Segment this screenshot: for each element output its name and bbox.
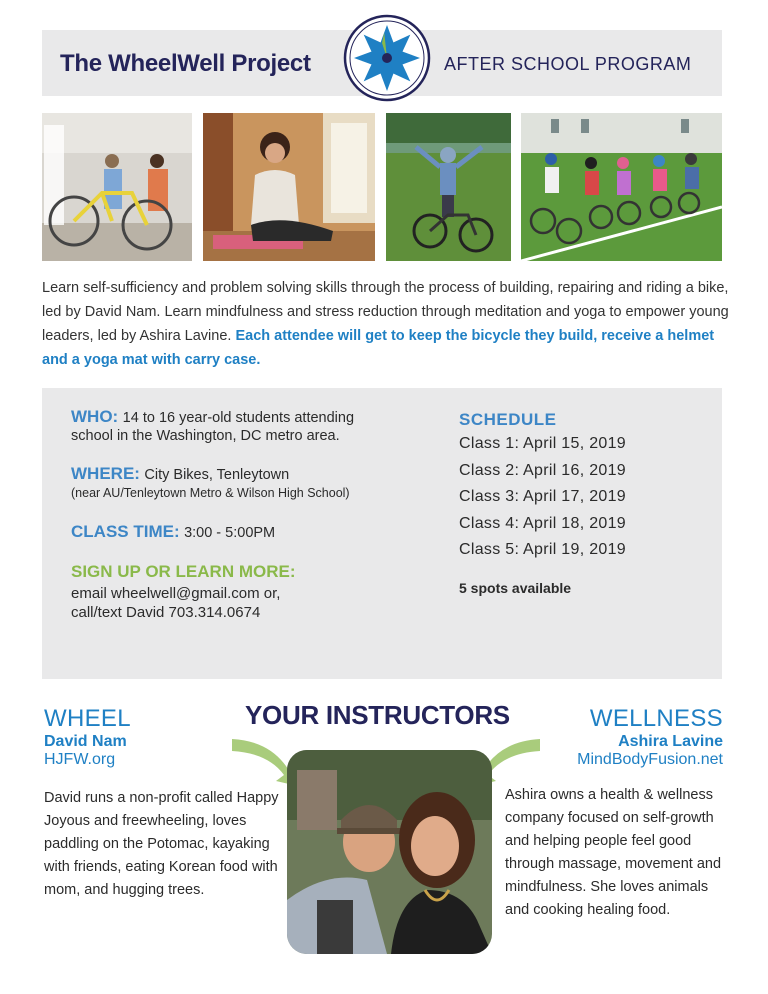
wheel-instructor-link[interactable]: HJFW.org xyxy=(44,751,116,768)
quilt-star-logo-icon xyxy=(343,14,431,102)
signup-label: SIGN UP OR LEARN MORE: xyxy=(71,562,296,581)
who-block xyxy=(71,407,354,445)
photo-yoga xyxy=(203,113,375,261)
schedule-block xyxy=(459,410,626,596)
signup-block xyxy=(71,562,295,621)
photo-bike-building xyxy=(42,113,192,261)
intro-paragraph xyxy=(42,276,732,372)
photo-kids-riding xyxy=(521,113,722,261)
schedule-title: SCHEDULE xyxy=(459,410,557,429)
class-time-block xyxy=(71,522,275,542)
wellness-instructor-name: Ashira Lavine xyxy=(618,733,723,750)
instructors-photo xyxy=(287,750,492,954)
photo-kid-on-bike xyxy=(386,113,511,261)
who-text-line2: school in the Washington, DC metro area. xyxy=(71,428,340,444)
wheel-instructor-name: David Nam xyxy=(44,733,127,750)
where-text: City Bikes, Tenleytown xyxy=(144,467,290,483)
schedule-item: Class 1: April 15, 2019 xyxy=(459,435,626,452)
wheel-heading: WHEEL xyxy=(44,705,131,732)
signup-email[interactable]: email wheelwell@gmail.com or, xyxy=(71,585,281,602)
intro-highlight: Each attendee will get to keep the bicycle they build, receive a helmet and a yoga mat with carry case. xyxy=(42,328,715,368)
header-banner xyxy=(42,30,722,96)
class-time-label: CLASS TIME: xyxy=(71,522,180,541)
program-subtitle: AFTER SCHOOL PROGRAM xyxy=(444,54,692,74)
who-label: WHO: xyxy=(71,407,119,426)
signup-phone[interactable]: call/text David 703.314.0674 xyxy=(71,604,261,621)
schedule-item: Class 5: April 19, 2019 xyxy=(459,541,626,558)
wheel-instructor-bio: David runs a non-profit called Happy Joyous and freewheeling, loves paddling on the Potomac, kayaking with friends, eating Korean food with mom, and hugging trees. xyxy=(44,790,279,898)
intro-text: Learn self-sufficiency and problem solving skills through the process of building, repairing and riding a bike, led by David Nam. Learn mindfulness and stress reduction through meditation and yoga to empower young leaders, led by Ashira Lavine. xyxy=(42,280,729,344)
project-title: The WheelWell Project xyxy=(60,50,311,77)
instructors-title: YOUR INSTRUCTORS xyxy=(245,700,510,730)
schedule-item: Class 2: April 16, 2019 xyxy=(459,461,626,479)
where-label: WHERE: xyxy=(71,464,140,483)
wellness-instructor-link[interactable]: MindBodyFusion.net xyxy=(577,751,723,768)
program-details-panel xyxy=(42,388,722,679)
who-text: 14 to 16 year-old students attending xyxy=(122,410,355,426)
wellness-heading: WELLNESS xyxy=(589,705,723,732)
schedule-item: Class 3: April 17, 2019 xyxy=(459,488,626,505)
spots-available: 5 spots available xyxy=(459,579,572,596)
wellness-instructor-bio: Ashira owns a health & wellness company focused on self-growth and helping people feel good through massage, movement and mindfulness. She loves animals and cooking healing food. xyxy=(505,787,722,918)
where-block xyxy=(71,464,350,502)
class-time-text: 3:00 - 5:00PM xyxy=(184,525,276,541)
where-note: (near AU/Tenleytown Metro & Wilson High School) xyxy=(71,486,350,500)
schedule-item: Class 4: April 18, 2019 xyxy=(459,514,626,532)
